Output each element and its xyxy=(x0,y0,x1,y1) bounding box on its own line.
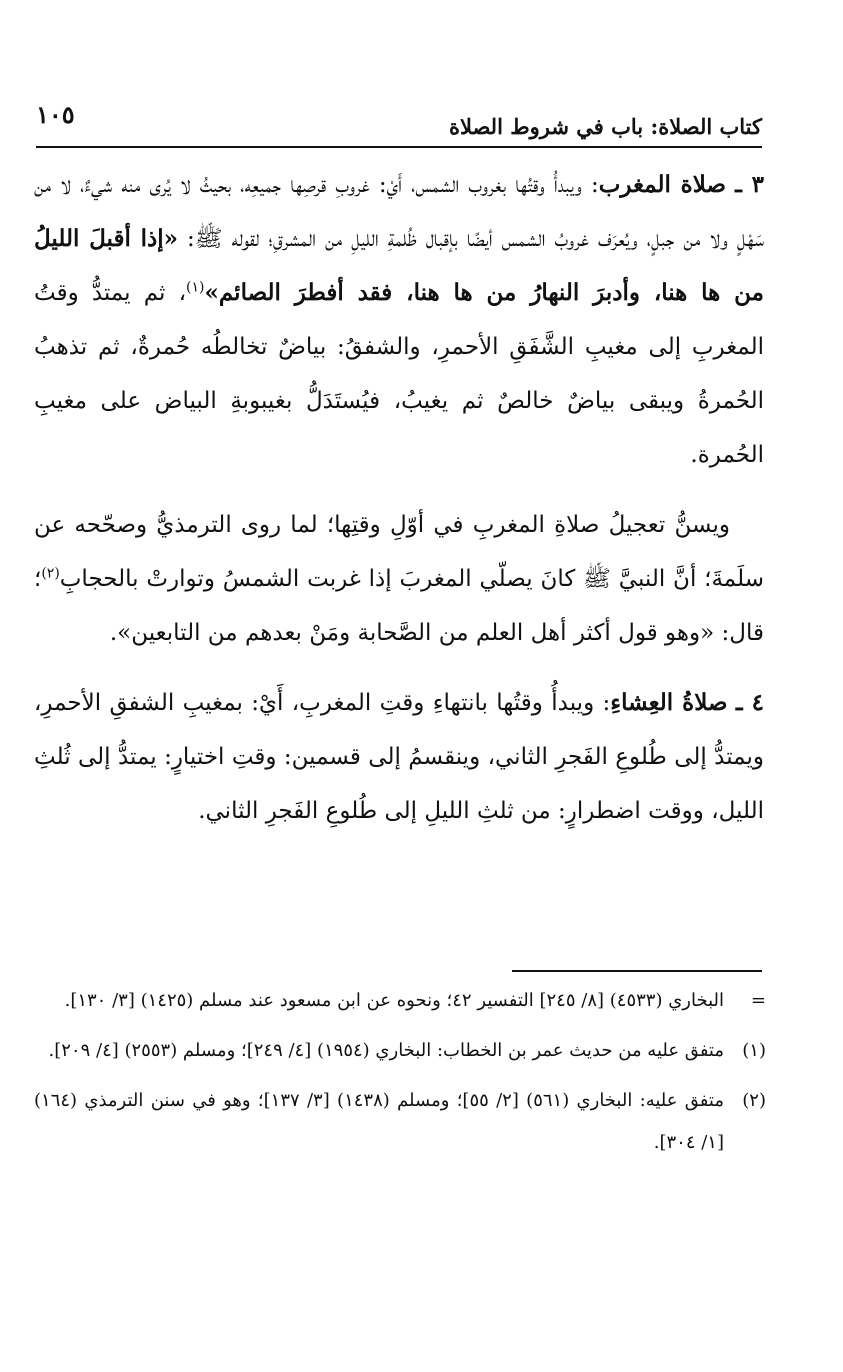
paragraph-text: : ويبدأُ وقتُها بغروب الشمس، أَيْ: غروبِ قرصِها جميعِه، بحيثُ لا يُرى منه شيءٌ، لا من سَهْلٍ ولا من جبلٍ، ويُعرَف غروبُ الشمس أيضًا بإقبال ظُلمةِ الليلِ من المشرقِ؛ لقوله ﷺ: xyxy=(34,172,764,252)
footnote-marker: (٢) xyxy=(742,1090,766,1111)
section-term: صلاة المغرب xyxy=(598,171,726,198)
paragraph-sunnah xyxy=(34,498,764,660)
header-rule xyxy=(36,146,762,148)
section-term: صلاةُ العِشاءِ xyxy=(610,689,728,716)
footnote-rule xyxy=(512,970,762,972)
header-title: كتاب الصلاة: باب في شروط الصلاة xyxy=(448,114,762,139)
footnote-ref: (٢) xyxy=(41,565,60,582)
footnote-continued xyxy=(34,980,764,1022)
paragraph-text: ، ثم يمتدُّ وقتُ المغربِ إلى مغيبِ الشَّفَقِ الأحمرِ، والشفقُ: بياضٌ تخالطُه حُمرةٌ، ثم تذهبُ الحُمرةُ ويبقى بياضٌ خالصٌ ثم يغيبُ، فيُستَدَلُّ بغيبوبةِ البياض على مغيبِ الحُمرة. xyxy=(34,280,764,468)
footnote-marker: = xyxy=(750,990,766,1011)
footnote-marker: (١) xyxy=(742,1040,766,1061)
main-text xyxy=(34,158,764,854)
page-number: ١٠٥ xyxy=(36,100,75,129)
footnotes xyxy=(34,980,764,1172)
footnote-ref: (١) xyxy=(186,279,205,296)
hadith-quote: «إذا أقبلَ الليلُ من ها هنا، وأدبرَ النهارُ من ها هنا، فقد أفطرَ الصائم» xyxy=(34,225,765,306)
paragraph-isha xyxy=(34,676,764,838)
section-number: ٣ ـ xyxy=(735,171,764,198)
footnote-text: متفق عليه من حديث عمر بن الخطاب: البخاري (١٩٥٤) [٤/ ٢٤٩]؛ ومسلم (٢٥٥٣) [٤/ ٢٠٩]. xyxy=(48,1040,724,1061)
paragraph-maghrib xyxy=(34,158,764,482)
section-number: ٤ ـ xyxy=(735,689,764,716)
paragraph-text: ويسنُّ تعجيلُ صلاةِ المغربِ في أوّلِ وقتِها؛ لما روى الترمذيُّ وصحّحه عن سلَمةَ؛ أنَّ النبيَّ ﷺ كانَ يصلّي المغربَ إذا غربت الشمسُ وتوارتْ بالحجابِ xyxy=(34,512,764,592)
paragraph-text: : ويبدأُ وقتُها بانتهاءِ وقتِ المغربِ، أَيْ: بمغيبِ الشفقِ الأحمرِ، ويمتدُّ إلى طُلوعِ الفَجرِ الثاني، وينقسمُ إلى قسمين: وقتِ اختيارٍ: يمتدُّ إلى ثُلثِ الليل، ووقت اضطرارٍ: من ثلثِ الليلِ إلى طُلوعِ الفَجرِ الثاني. xyxy=(34,690,764,824)
paragraph-text: ؛ قال: «وهو قول أكثر أهل العلم من الصَّحابة ومَنْ بعدهم من التابعين». xyxy=(34,566,764,646)
footnote-1 xyxy=(34,1030,764,1072)
footnote-text: متفق عليه: البخاري (٥٦١) [٢/ ٥٥]؛ ومسلم (١٤٣٨) [٣/ ١٣٧]؛ وهو في سنن الترمذي (١٦٤) [١/ ٣٠٤]. xyxy=(34,1090,724,1153)
footnote-text: البخاري (٤٥٣٣) [٨/ ٢٤٥] التفسير ٤٢؛ ونحوه عن ابن مسعود عند مسلم (١٤٢٥) [٣/ ١٣٠]. xyxy=(64,990,724,1011)
footnote-2 xyxy=(34,1080,764,1164)
running-header xyxy=(36,92,762,142)
